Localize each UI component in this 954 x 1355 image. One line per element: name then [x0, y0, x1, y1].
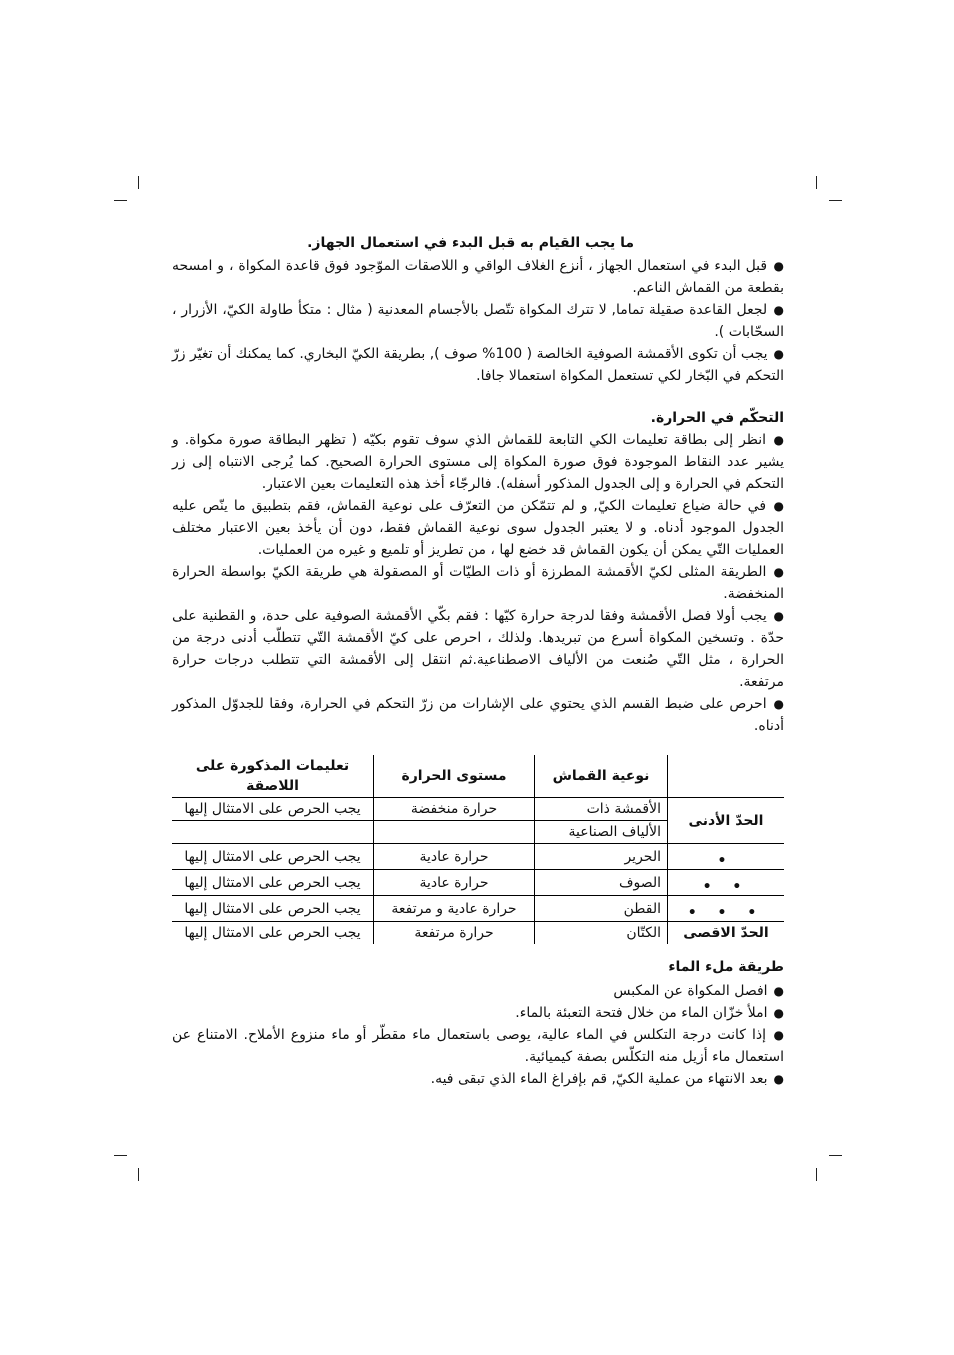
table-row	[172, 844, 784, 870]
bullet-item: ● لجعل القاعدة صقيلة تماما, لا تترك المكواة تتّصل بالأجسام المعدنية ( مثال : متكأ طاولة الكيّ، الأزرار ، السحّابات ).	[172, 299, 784, 343]
bullet-item: ● بعد الانتهاء من عملية الكيّ, قم بإفراغ الماء الذي تبقى فيه.	[172, 1068, 784, 1090]
bullet-item: ● إذا كانت درجة التكلس في الماء عالية، يوصى باستعمال ماء مقطّر أو ماء منزوع الأملاح. الامتناع عن استعمال ماء أزيل منه التكلّس بصفة كيميائية.	[172, 1024, 784, 1068]
table-cell-temperature: حرارة عادية	[374, 844, 535, 870]
bullet-icon: ●	[773, 303, 785, 317]
table-cell-instructions: يجب الحرص على الامتثال إليها	[172, 798, 374, 821]
table-cell-fabric: الكتّان	[535, 922, 668, 945]
table-cell-instructions: يجب الحرص على الامتثال إليها	[172, 922, 374, 945]
table-cell-fabric: القطن	[535, 896, 668, 922]
bullet-item: ● انظر إلى بطاقة تعليمات الكي التابعة للقماش الذي سوف تقوم بكيّه ( تظهر البطاقة صورة مكواة. و يشير عدد النقاط الموجودة فوق صورة المكواة إلى مستوى الحرارة الصحيح. كما يُرجى الانتباه إلى زر التحكم في الحرارة و إلى الجدول المذكور أسفله). فالرجّاء أخذ هذه التعليمات بعين الاعتبار.	[172, 429, 784, 495]
table-cell-temperature: حرارة منخفضة	[374, 798, 535, 821]
manual-page-content	[172, 232, 784, 1090]
table-cell-instructions	[172, 821, 374, 844]
crop-mark	[114, 200, 127, 201]
bullet-icon: ●	[773, 499, 784, 513]
bullet-icon: ●	[773, 347, 784, 361]
table-cell-fabric: الصوف	[535, 870, 668, 896]
crop-mark	[816, 176, 817, 189]
crop-mark	[816, 1168, 817, 1181]
bullet-icon: ●	[773, 433, 785, 447]
table-cell-temperature: حرارة عادية	[374, 870, 535, 896]
table-cell-fabric: الألياف الصناعية	[535, 821, 668, 844]
table-cell-level-dots: •	[668, 844, 785, 870]
bullet-icon: ●	[773, 259, 784, 273]
bullet-icon: ●	[773, 697, 785, 711]
table-header-temperature: مستوى الحرارة	[374, 755, 535, 798]
bullet-icon: ●	[773, 1028, 785, 1042]
bullet-item: ● افصل المكواة عن المكبس	[172, 980, 784, 1002]
table-row	[172, 798, 784, 821]
bullet-icon: ●	[773, 565, 785, 579]
crop-mark	[829, 1155, 842, 1156]
crop-mark	[829, 200, 842, 201]
bullet-item: ● احرص على ضبط القسم الذي يحتوي على الإشارات من زرّ التحكم في الحرارة، وفقا للجدوّل المذكور أدناه.	[172, 693, 784, 737]
section-heading-water: طريقة ملء الماء	[668, 959, 784, 975]
table-cell-level-dots: • •	[668, 870, 785, 896]
table-header-instructions: تعليمات المذكورة على اللاصقة	[172, 755, 374, 798]
table-cell-level-dots: • • •	[668, 896, 785, 922]
table-cell-instructions: يجب الحرص على الامتثال إليها	[172, 844, 374, 870]
table-cell-fabric: الأقمشة ذات	[535, 798, 668, 821]
table-cell-level: الحدّ الأدنى	[668, 798, 785, 844]
bullet-item: ● يجب أن تكوى الأقمشة الصوفية الخالصة ( 100% صوف ), بطريقة الكيّ البخاري. كما يمكنك أن تغيّر زرّ التحكم في البّخار لكي تستعمل المكواة استعمالا جافا.	[172, 343, 784, 387]
crop-mark	[138, 176, 139, 189]
bullet-item: ● الطريقة المثلى لكيّ الأقمشة المطرزة أو ذات الطيّات أو المصقولة هي طريقة الكيّ بواسطة الحرارة المنخفضة.	[172, 561, 784, 605]
table-cell-temperature	[374, 821, 535, 844]
table-header-fabric: نوعية القماش	[535, 755, 668, 798]
table-header-row	[172, 755, 784, 798]
bullet-item: ● املأ خزّان الماء من خلال فتحة التعبئة بالماء.	[172, 1002, 784, 1024]
bullet-icon: ●	[773, 1006, 784, 1020]
bullet-icon: ●	[773, 984, 784, 998]
table-header-level	[668, 755, 785, 798]
table-row	[172, 922, 784, 945]
table-cell-fabric: الحرير	[535, 844, 668, 870]
table-cell-instructions: يجب الحرص على الامتثال إليها	[172, 870, 374, 896]
bullet-item: ● يجب أولا فصل الأقمشة وفقا لدرجة حرارة كيّها : فقم بكّي الأقمشة الصوفية على حدة، و القطنية على حدّة . وتسخين المكواة أسرع من تبريدها. ولذلك ، احرص على كيّ الأقمشة التّي تتطلّب أدنى درجة من الحرارة ، مثل التّي صُنعت من الألياف الاصطناعية.ثم انتقل إلى الأقمشة التي تتطلب درجات حرارة مرتفعة.	[172, 605, 784, 693]
bullet-icon: ●	[773, 609, 784, 623]
bullet-icon: ●	[773, 1072, 784, 1086]
section-heading-prep: ما يجب القيام به قبل البدء في استعمال الجهاز.	[307, 235, 634, 251]
section-heading-heat: التحكّم في الحرارة.	[650, 410, 784, 426]
ironing-temperature-table	[172, 755, 784, 944]
table-cell-level: الحدّ الاقصى	[668, 922, 785, 945]
table-row	[172, 870, 784, 896]
table-row	[172, 896, 784, 922]
bullet-item: ● في حالة ضياع تعليمات الكيّ, و لم تتمّكن من التعرّف على نوعية القماش، فقم بتطبيق ما ينّص عليه الجدول الموجود أدناه. و لا يعتبر الجدول سوى نوعية القماش فقط، دون أن يأخذ بعين الاعتبار مختلف العمليات التّي يمكن أن يكون القماش قد خضع لها ، من تطريز أو تلميع و غيره من العمليات.	[172, 495, 784, 561]
table-cell-temperature: حرارة مرتفعة	[374, 922, 535, 945]
table-cell-instructions: يجب الحرص على الامتثال إليها	[172, 896, 374, 922]
crop-mark	[114, 1155, 127, 1156]
bullet-item: ● قبل البدء في استعمال الجهاز ، أنزع الغلاف الواقي و اللاصقات الموّجود فوق قاعدة المكواة ، و امسحه بقطعة من القماش الناعم.	[172, 255, 784, 299]
crop-mark	[138, 1168, 139, 1181]
table-cell-temperature: حرارة عادية و مرتفعة	[374, 896, 535, 922]
